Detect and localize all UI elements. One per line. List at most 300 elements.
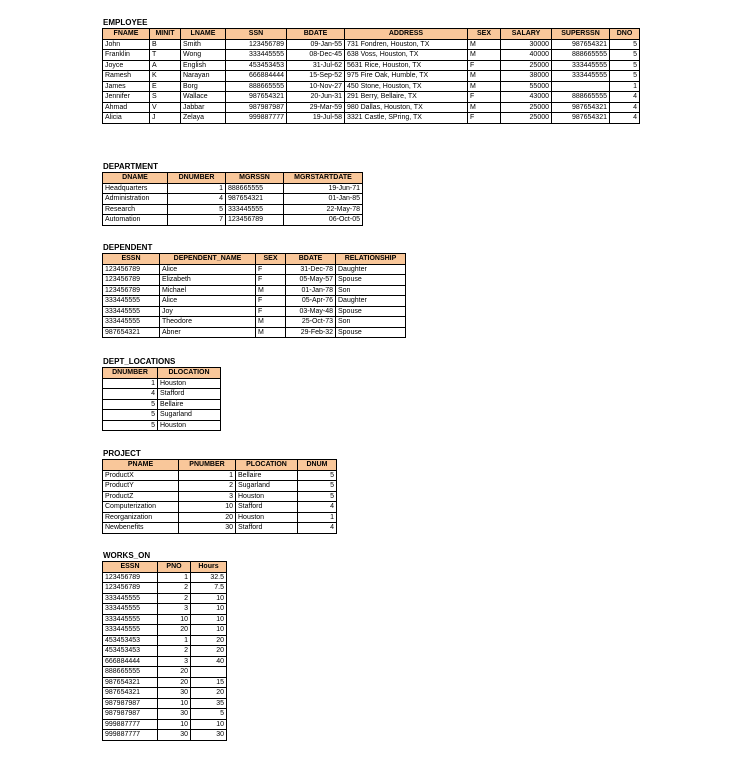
table-row	[103, 60, 640, 71]
column-header: SALARY	[501, 29, 552, 40]
table-cell: 987654321	[552, 39, 610, 50]
table-cell: 25-Oct-73	[286, 317, 336, 328]
table-cell: 123456789	[103, 285, 160, 296]
table-row	[103, 583, 227, 594]
table-cell: 25000	[501, 102, 552, 113]
department-table-block	[102, 162, 363, 226]
table-cell: T	[150, 50, 181, 61]
table-cell: M	[468, 50, 501, 61]
table-row	[103, 194, 363, 205]
table-cell: 4	[610, 113, 640, 124]
table-cell: F	[256, 264, 286, 275]
table-cell: Stafford	[236, 502, 298, 513]
table-cell: 29-Mar-59	[287, 102, 345, 113]
column-header: PNUMBER	[179, 460, 236, 471]
table-cell: 123456789	[103, 572, 158, 583]
table-title: EMPLOYEE	[103, 18, 148, 27]
table-row	[103, 275, 406, 286]
table-cell: 5	[103, 410, 158, 421]
table-cell: B	[150, 39, 181, 50]
table-row	[103, 296, 406, 307]
table-cell: Narayan	[181, 71, 226, 82]
table-cell: 10	[191, 614, 227, 625]
table-cell: M	[468, 102, 501, 113]
table-row	[103, 604, 227, 615]
column-header: ADDRESS	[345, 29, 468, 40]
table-cell: Stafford	[158, 389, 221, 400]
table-cell: A	[150, 60, 181, 71]
table-cell: 30	[179, 523, 236, 534]
table-row	[103, 491, 337, 502]
column-header: FNAME	[103, 29, 150, 40]
table-cell: 123456789	[103, 275, 160, 286]
table-cell: 333445555	[226, 204, 284, 215]
table-cell: 333445555	[552, 71, 610, 82]
table-cell: Joy	[160, 306, 256, 317]
works-on-table	[102, 561, 227, 741]
table-cell: 30	[158, 688, 191, 699]
table-cell: Abner	[160, 327, 256, 338]
table-cell: Reorganization	[103, 512, 179, 523]
table-cell: 987654321	[226, 194, 284, 205]
table-cell: 3	[158, 656, 191, 667]
table-cell: 30	[191, 730, 227, 741]
table-cell: Ramesh	[103, 71, 150, 82]
table-row	[103, 502, 337, 513]
column-header: SSN	[226, 29, 287, 40]
table-row	[103, 389, 221, 400]
table-cell: 888665555	[552, 50, 610, 61]
header-row	[103, 460, 337, 471]
table-cell: 3	[179, 491, 236, 502]
table-row	[103, 677, 227, 688]
table-row	[103, 614, 227, 625]
table-cell: Alice	[160, 264, 256, 275]
column-header: SUPERSSN	[552, 29, 610, 40]
table-cell: 7.5	[191, 583, 227, 594]
table-cell: M	[256, 327, 286, 338]
table-cell: Jabbar	[181, 102, 226, 113]
table-cell: 731 Fondren, Houston, TX	[345, 39, 468, 50]
table-cell: 888665555	[552, 92, 610, 103]
table-cell: Houston	[158, 378, 221, 389]
table-row	[103, 593, 227, 604]
table-row	[103, 688, 227, 699]
table-cell: 291 Berry, Bellaire, TX	[345, 92, 468, 103]
table-cell: Alicia	[103, 113, 150, 124]
table-row	[103, 635, 227, 646]
table-cell: ProductY	[103, 481, 179, 492]
table-row	[103, 410, 221, 421]
table-cell: 5	[298, 481, 337, 492]
table-cell: 10	[191, 625, 227, 636]
column-header: Hours	[191, 562, 227, 573]
column-header: LNAME	[181, 29, 226, 40]
column-header: PNAME	[103, 460, 179, 471]
column-header: DNUM	[298, 460, 337, 471]
table-cell: Headquarters	[103, 183, 168, 194]
table-cell: Elizabeth	[160, 275, 256, 286]
table-cell: 05-Apr-76	[286, 296, 336, 307]
table-cell: 987987987	[103, 698, 158, 709]
table-cell: K	[150, 71, 181, 82]
header-row	[103, 562, 227, 573]
table-cell: Spouse	[336, 275, 406, 286]
table-cell: Newbenefits	[103, 523, 179, 534]
table-cell: 03-May-48	[286, 306, 336, 317]
table-cell: 22-May-78	[284, 204, 363, 215]
table-cell: 4	[168, 194, 226, 205]
table-cell: James	[103, 81, 150, 92]
table-cell: John	[103, 39, 150, 50]
table-cell: 20-Jun-31	[287, 92, 345, 103]
column-header: RELATIONSHIP	[336, 254, 406, 265]
table-cell: 5	[298, 470, 337, 481]
table-cell: Computerization	[103, 502, 179, 513]
table-row	[103, 646, 227, 657]
table-cell: 19-Jul-58	[287, 113, 345, 124]
table-cell: 333445555	[103, 614, 158, 625]
table-cell: 20	[179, 512, 236, 523]
table-cell: 25000	[501, 113, 552, 124]
table-cell: 55000	[501, 81, 552, 92]
header-row	[103, 254, 406, 265]
column-header: MINIT	[150, 29, 181, 40]
table-cell: 32.5	[191, 572, 227, 583]
table-cell: 40	[191, 656, 227, 667]
table-row	[103, 420, 221, 431]
table-title: PROJECT	[103, 449, 141, 458]
table-cell: Bellaire	[158, 399, 221, 410]
project-table	[102, 459, 337, 534]
table-cell: Spouse	[336, 327, 406, 338]
employee-table	[102, 28, 640, 124]
table-cell: M	[468, 81, 501, 92]
table-cell: 2	[158, 583, 191, 594]
column-header: DNUMBER	[103, 368, 158, 379]
table-cell: 2	[158, 593, 191, 604]
table-cell: V	[150, 102, 181, 113]
table-cell: Borg	[181, 81, 226, 92]
table-cell: 10	[179, 502, 236, 513]
table-row	[103, 215, 363, 226]
table-cell: Son	[336, 317, 406, 328]
table-cell: 20	[191, 646, 227, 657]
table-cell: 5	[103, 399, 158, 410]
table-row	[103, 204, 363, 215]
table-row	[103, 81, 640, 92]
table-cell: Son	[336, 285, 406, 296]
table-cell: F	[256, 306, 286, 317]
table-cell: 1	[158, 572, 191, 583]
table-row	[103, 572, 227, 583]
table-row	[103, 378, 221, 389]
table-cell: Sugarland	[158, 410, 221, 421]
table-cell: 333445555	[103, 317, 160, 328]
table-cell: Houston	[158, 420, 221, 431]
header-row	[103, 173, 363, 184]
table-cell	[552, 81, 610, 92]
table-cell: 638 Voss, Houston, TX	[345, 50, 468, 61]
table-cell: E	[150, 81, 181, 92]
table-cell: 25000	[501, 60, 552, 71]
table-cell: 987654321	[103, 688, 158, 699]
table-cell: 3	[158, 604, 191, 615]
table-cell: 123456789	[103, 264, 160, 275]
table-cell: 123456789	[226, 215, 284, 226]
table-cell: 333445555	[103, 625, 158, 636]
table-cell: 05-May-57	[286, 275, 336, 286]
table-row	[103, 183, 363, 194]
table-cell: 09-Jan-55	[287, 39, 345, 50]
works-on-table-block	[102, 551, 227, 741]
table-row	[103, 399, 221, 410]
table-cell: Sugarland	[236, 481, 298, 492]
table-cell: Theodore	[160, 317, 256, 328]
table-cell: 1	[179, 470, 236, 481]
table-cell: Spouse	[336, 306, 406, 317]
table-cell: F	[256, 296, 286, 307]
column-header: BDATE	[286, 254, 336, 265]
table-cell: Houston	[236, 512, 298, 523]
table-cell: 15	[191, 677, 227, 688]
table-row	[103, 327, 406, 338]
table-cell: 10	[191, 604, 227, 615]
table-cell: 666884444	[103, 656, 158, 667]
table-cell: Stafford	[236, 523, 298, 534]
table-cell: Automation	[103, 215, 168, 226]
table-cell: 5	[191, 709, 227, 720]
table-cell: 888665555	[103, 667, 158, 678]
column-header: MGRSTARTDATE	[284, 173, 363, 184]
table-cell: 999887777	[103, 730, 158, 741]
table-cell: ProductX	[103, 470, 179, 481]
table-cell: 987654321	[552, 113, 610, 124]
table-cell: 20	[158, 677, 191, 688]
table-cell: 1	[298, 512, 337, 523]
table-cell: Wong	[181, 50, 226, 61]
column-header: BDATE	[287, 29, 345, 40]
table-cell: 01-Jan-85	[284, 194, 363, 205]
table-cell: J	[150, 113, 181, 124]
table-cell: 01-Jan-78	[286, 285, 336, 296]
table-cell: Ahmad	[103, 102, 150, 113]
table-cell: 7	[168, 215, 226, 226]
table-row	[103, 264, 406, 275]
table-cell: 5	[298, 491, 337, 502]
table-cell: 1	[158, 635, 191, 646]
table-cell: 453453453	[226, 60, 287, 71]
column-header: DEPENDENT_NAME	[160, 254, 256, 265]
table-row	[103, 39, 640, 50]
table-cell: 5631 Rice, Houston, TX	[345, 60, 468, 71]
table-row	[103, 317, 406, 328]
table-cell: 2	[158, 646, 191, 657]
table-cell: 10	[158, 719, 191, 730]
table-cell: 5	[610, 50, 640, 61]
table-cell: 20	[158, 667, 191, 678]
table-cell: 40000	[501, 50, 552, 61]
table-cell: Franklin	[103, 50, 150, 61]
table-cell: 888665555	[226, 81, 287, 92]
table-row	[103, 113, 640, 124]
table-cell: 333445555	[103, 593, 158, 604]
header-row	[103, 368, 221, 379]
department-table	[102, 172, 363, 226]
table-cell: Administration	[103, 194, 168, 205]
column-header: PNO	[158, 562, 191, 573]
table-row	[103, 285, 406, 296]
table-cell: 4	[610, 102, 640, 113]
dependent-table-block	[102, 243, 406, 338]
table-cell: 333445555	[103, 604, 158, 615]
table-row	[103, 523, 337, 534]
column-header: DLOCATION	[158, 368, 221, 379]
column-header: ESSN	[103, 254, 160, 265]
table-cell: 987654321	[552, 102, 610, 113]
table-row	[103, 306, 406, 317]
table-cell: 5	[610, 60, 640, 71]
table-cell: 10-Nov-27	[287, 81, 345, 92]
table-cell: 333445555	[103, 306, 160, 317]
table-row	[103, 667, 227, 678]
table-cell: M	[468, 71, 501, 82]
table-cell: Joyce	[103, 60, 150, 71]
table-cell: Wallace	[181, 92, 226, 103]
table-cell: 999887777	[103, 719, 158, 730]
dept-locations-table	[102, 367, 221, 431]
table-cell: 30	[158, 709, 191, 720]
table-cell: 5	[103, 420, 158, 431]
table-cell: Research	[103, 204, 168, 215]
table-row	[103, 719, 227, 730]
table-cell: 453453453	[103, 635, 158, 646]
table-cell: 450 Stone, Houston, TX	[345, 81, 468, 92]
table-row	[103, 698, 227, 709]
table-row	[103, 656, 227, 667]
table-row	[103, 709, 227, 720]
table-cell: 30000	[501, 39, 552, 50]
table-cell: 5	[168, 204, 226, 215]
table-cell: 38000	[501, 71, 552, 82]
table-cell: 3321 Castle, SPring, TX	[345, 113, 468, 124]
header-row	[103, 29, 640, 40]
table-cell: Bellaire	[236, 470, 298, 481]
table-row	[103, 730, 227, 741]
table-cell: F	[468, 60, 501, 71]
table-cell: 19-Jun-71	[284, 183, 363, 194]
table-cell: 5	[610, 39, 640, 50]
table-cell: Jennifer	[103, 92, 150, 103]
table-row	[103, 92, 640, 103]
table-cell: 06-Oct-05	[284, 215, 363, 226]
table-cell: 31-Dec-78	[286, 264, 336, 275]
table-cell: 4	[610, 92, 640, 103]
table-cell: 666884444	[226, 71, 287, 82]
table-cell: 4	[103, 389, 158, 400]
column-header: PLOCATION	[236, 460, 298, 471]
table-cell: 1	[610, 81, 640, 92]
table-cell: Zelaya	[181, 113, 226, 124]
table-cell: 20	[191, 688, 227, 699]
project-table-block	[102, 449, 337, 534]
dept-locations-table-block	[102, 357, 221, 431]
table-title: DEPARTMENT	[103, 162, 158, 171]
table-cell: 1	[168, 183, 226, 194]
table-cell: 10	[191, 593, 227, 604]
table-cell: 15-Sep-52	[287, 71, 345, 82]
column-header: MGRSSN	[226, 173, 284, 184]
table-cell: English	[181, 60, 226, 71]
table-cell: F	[468, 113, 501, 124]
table-cell: 43000	[501, 92, 552, 103]
table-cell: Daughter	[336, 264, 406, 275]
column-header: DNAME	[103, 173, 168, 184]
column-header: DNO	[610, 29, 640, 40]
table-title: WORKS_ON	[103, 551, 151, 560]
table-row	[103, 481, 337, 492]
table-cell: 888665555	[226, 183, 284, 194]
table-cell: 980 Dallas, Houston, TX	[345, 102, 468, 113]
table-cell	[191, 667, 227, 678]
table-row	[103, 50, 640, 61]
table-cell: 30	[158, 730, 191, 741]
table-cell: M	[256, 317, 286, 328]
table-cell: 1	[103, 378, 158, 389]
table-row	[103, 625, 227, 636]
table-cell: 333445555	[226, 50, 287, 61]
column-header: SEX	[256, 254, 286, 265]
table-cell: F	[256, 275, 286, 286]
table-cell: 10	[158, 698, 191, 709]
table-cell: 123456789	[103, 583, 158, 594]
table-cell: 333445555	[103, 296, 160, 307]
table-cell: S	[150, 92, 181, 103]
employee-table-block	[102, 18, 640, 124]
column-header: ESSN	[103, 562, 158, 573]
table-row	[103, 512, 337, 523]
table-cell: M	[468, 39, 501, 50]
table-cell: 987987987	[103, 709, 158, 720]
table-cell: Houston	[236, 491, 298, 502]
table-cell: 08-Dec-45	[287, 50, 345, 61]
table-cell: 31-Jul-62	[287, 60, 345, 71]
table-row	[103, 470, 337, 481]
table-cell: F	[468, 92, 501, 103]
table-cell: 10	[158, 614, 191, 625]
table-row	[103, 71, 640, 82]
table-cell: Alice	[160, 296, 256, 307]
table-title: DEPENDENT	[103, 243, 153, 252]
table-cell: 29-Feb-32	[286, 327, 336, 338]
table-cell: 999887777	[226, 113, 287, 124]
column-header: SEX	[468, 29, 501, 40]
table-cell: 987654321	[103, 327, 160, 338]
table-cell: Daughter	[336, 296, 406, 307]
table-cell: 975 Fire Oak, Humble, TX	[345, 71, 468, 82]
table-cell: 123456789	[226, 39, 287, 50]
column-header: DNUMBER	[168, 173, 226, 184]
table-row	[103, 102, 640, 113]
table-cell: M	[256, 285, 286, 296]
table-cell: 20	[191, 635, 227, 646]
table-title: DEPT_LOCATIONS	[103, 357, 176, 366]
table-cell: ProductZ	[103, 491, 179, 502]
table-cell: 333445555	[552, 60, 610, 71]
table-cell: 4	[298, 523, 337, 534]
table-cell: 987654321	[226, 92, 287, 103]
table-cell: Smith	[181, 39, 226, 50]
